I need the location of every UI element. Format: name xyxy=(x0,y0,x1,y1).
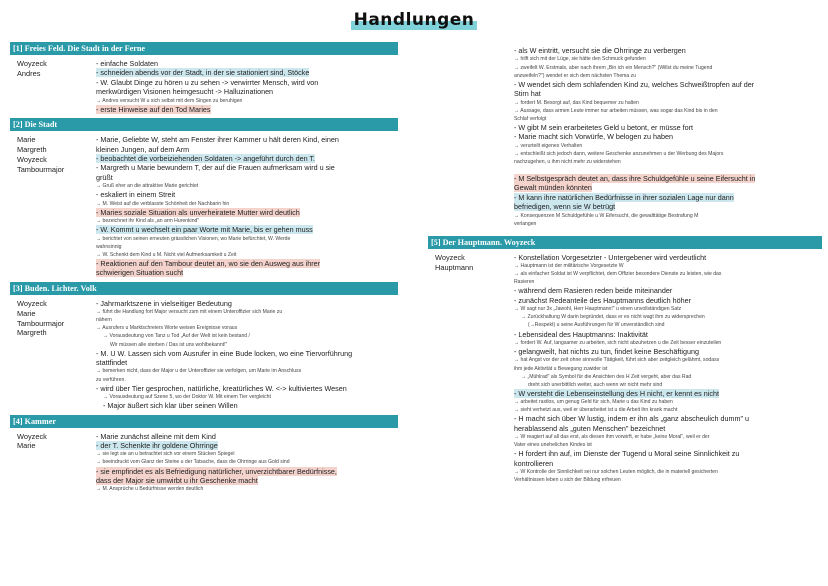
note-line xyxy=(514,166,822,174)
note-line xyxy=(96,105,398,114)
note-line: - Marie macht sich Vorwürfe, W belogen zu haben xyxy=(514,132,673,142)
note-line: - H fordert ihn auf, im Dienste der Tugend u Moral seine Sinnlichkeit zu xyxy=(514,449,740,459)
highlighted-text: schwierigen Situation sucht xyxy=(96,268,184,278)
note-line xyxy=(514,202,822,211)
notes-continuation xyxy=(514,46,822,228)
note-line xyxy=(96,476,398,485)
note-line: → hilft sich mit der Lüge, sie hätte den Schmuck gefunden xyxy=(514,56,646,63)
highlighted-text: - M kann ihre natürlichen Bedürfnisse in ihrer sozialen Lage nur dann xyxy=(514,192,734,202)
note-line: → Hauptmann ist der militärische Vorgesetzte W xyxy=(514,263,624,270)
note-line xyxy=(96,259,398,268)
highlighted-text: - Reaktionen auf den Tambour deutet an, wo sie den Ausweg aus ihrer xyxy=(96,258,321,268)
note-line: - W gibt M sein erarbeitetes Geld u betont, er müsse fort xyxy=(514,122,693,132)
character-name: Tambourmajor xyxy=(17,318,65,328)
note-line: herablassend als „guten Menschen" bezeichnet xyxy=(514,423,666,433)
page-title: Handlungen xyxy=(0,10,828,30)
note-line xyxy=(96,441,398,450)
character-name: Margreth xyxy=(17,145,47,155)
character-name: Woyzeck xyxy=(17,154,47,164)
highlighted-text: - erste Hinweise auf den Tod Maries xyxy=(96,104,211,114)
note-line xyxy=(96,225,398,234)
highlighted-text: - W versteht die Lebenseinstellung des H nicht, er kennt es nicht xyxy=(514,388,719,398)
note-line xyxy=(96,68,398,77)
note-line: → fordert W. Auf, langsamer zu arbeiten, sich nicht abzuhetzen u die Zeit besser einzuteilen xyxy=(514,339,722,346)
note-line: → „Mühlrad" als Symbol für die Ansichten des H Zeit vergeht, aber das Rad xyxy=(521,373,692,380)
left-column xyxy=(10,42,398,497)
note-line: → W. Schenkt dem Kind u M. Nicht viel Aufmerksamkeit u Zeit xyxy=(96,251,237,258)
note-line: → bezeichnet ihr Kind als „an arm Hurenkind" xyxy=(96,218,200,225)
note-line: dreht sich unerbittlich weiter, auch wenn wir nicht mehr sind xyxy=(528,381,663,388)
note-line: → Konsequenzen M Schuldgefühle u W Eifersucht, die gewalttätige Bestrafung M xyxy=(514,212,699,219)
note-line: Stirn hat xyxy=(514,89,541,99)
note-line: - während dem Rasieren reden beide miteinander xyxy=(514,286,673,296)
character-name: Margreth xyxy=(17,328,47,338)
note-line: → M. Weist auf die verblasste Schönheit der Nachbarin hin xyxy=(96,200,230,207)
section-1 xyxy=(10,42,398,114)
character-name: Woyzeck xyxy=(17,298,47,308)
character-name: Marie xyxy=(17,135,36,145)
note-line: - wird über Tier gesprochen, natürliche, kreatürliches W. <-> kultiviertes Wesen xyxy=(96,383,347,393)
character-list xyxy=(10,299,96,411)
note-line: anzweifeln?") wendet er sich dem nächsten Thema zu xyxy=(514,72,637,79)
section-header: [2] Die Stadt xyxy=(10,118,398,131)
note-line xyxy=(96,154,398,163)
note-line xyxy=(96,268,398,277)
note-line: → bemerken nicht, dass der Major u der Unteroffizier sie verfolgen, um Marie im Anschluss xyxy=(96,368,302,375)
character-name: Hauptmann xyxy=(435,262,474,272)
note-line: → Gruß eher an die attraktive Marie gerichtet xyxy=(96,183,199,190)
character-list xyxy=(10,135,96,278)
highlighted-text: befriedigen, wenn sie W betrügt xyxy=(514,202,616,212)
note-line: verlangen xyxy=(514,220,537,227)
character-list xyxy=(10,59,96,114)
note-line: zu verführen. xyxy=(96,376,126,383)
note-line xyxy=(96,467,398,476)
note-line: → hat Angst vor der zeit ohne sinnvolle Tätigkeit, führt sich aber zeitgleich gelähmt, sodass xyxy=(514,357,720,364)
note-line: → Vorausdeutung auf Szene 5, wo der Doktor W. Mit einem Tier vergleicht xyxy=(103,394,271,401)
highlighted-text: - schneiden abends vor der Stadt, in der sie stationiert sind, Stöcke xyxy=(96,68,310,78)
note-line: → M. Ansprüche u Bedürfnisse werden deutlich xyxy=(96,486,204,493)
highlighted-text: - M Selbstgespräch deutet an, dass ihre Schuldgefühle u seine Eifersucht in xyxy=(514,173,756,183)
notes-list xyxy=(96,59,398,114)
note-line: Wir müssen alle sterben / Das ist uns wohlbekannt!" xyxy=(110,341,228,348)
highlighted-text: dass der Major sie umwirbt u ihr Geschenke macht xyxy=(96,475,258,485)
character-spacer xyxy=(428,46,514,228)
highlighted-text: Gewalt münden könnten xyxy=(514,183,592,193)
note-line: - Jahrmarktszene in vielseitiger Bedeutung xyxy=(96,298,232,308)
character-name: Woyzeck xyxy=(17,59,47,68)
section-header: [3] Buden. Lichter. Volk xyxy=(10,282,398,295)
highlighted-text: - Maries soziale Situation als unverheiratete Mutter wird deutlich xyxy=(96,207,300,217)
note-line: nachzugehen, u ihm nicht mehr zu widerstehen xyxy=(514,158,621,165)
note-line xyxy=(514,193,822,202)
note-line: stattfindet xyxy=(96,358,128,368)
note-line: → berichtet von seinen erneuten grässlichen Visionen, wo Marie befürchtet, W. Werde xyxy=(96,235,291,242)
note-line: → Vorausdeutung von Tanz u Tod „Auf der Welt ist kein bestand / xyxy=(103,333,250,340)
note-line: - Major äußert sich klar über seinen Willen xyxy=(103,401,238,411)
note-line: Rasieren xyxy=(514,279,535,286)
section-header: [5] Der Hauptmann. Woyzeck xyxy=(428,236,822,249)
note-line: → Zurückhaltung W darin begründet, dass er es nicht wagt ihm zu widersprechen xyxy=(521,314,705,321)
notes-list xyxy=(96,432,398,494)
character-name: Andres xyxy=(17,68,41,78)
highlighted-text: - der T. Schenkte ihr goldene Ohrringe xyxy=(96,440,218,450)
section-2 xyxy=(10,118,398,278)
note-line: → W reagiert auf all das erst, als diesen ihm vorwirft, er habe „keine Moral", weil er der xyxy=(514,434,710,441)
note-line: → fordert M. Besorgt auf, das Kind bequemer zu halten xyxy=(514,99,639,106)
note-line: ihm jede Aktivität u Bewegung zuwider ist xyxy=(514,365,608,372)
note-line: Schlaf verfolgt xyxy=(514,115,547,122)
note-line: → Ausrufers u Marktschreiers Worte weisen Ereignisse voraus xyxy=(96,325,238,332)
note-line: - Margreth u Marie bewundern T, der auf die Frauen aufmerksam wird u sie xyxy=(96,163,335,173)
section-4 xyxy=(10,415,398,494)
note-line: - als W eintritt, versucht sie die Ohrringe zu verbergen xyxy=(514,46,686,55)
note-line: → entschleißt sich jedoch dann, weitere Geschenke anzunehmen u der Werbung des Majors xyxy=(514,150,724,157)
character-list xyxy=(10,432,96,494)
note-line: → als einfacher Soldat ist W verpflichtet, dem Offizier besondere Dienste zu leisten, wie das xyxy=(514,271,722,278)
note-line: Vater eines unehelichen Kindes ist xyxy=(514,442,592,449)
highlighted-text: - sie empfindet es als Befriedigung natürlicher, unverzichtbarer Bedürfnisse, xyxy=(96,466,337,476)
note-line: kontrollieren xyxy=(514,458,554,468)
note-line: - Marie, Geliebte W, steht am Fenster ihrer Kammer u hält deren Kind, einen xyxy=(96,135,339,145)
note-line xyxy=(514,174,822,183)
note-line: nähern xyxy=(96,317,112,324)
right-column xyxy=(428,46,822,488)
note-line: (→Respekt) u seine Ausführungen für W unverständlich sind xyxy=(528,322,665,329)
note-line: - einfache Soldaten xyxy=(96,59,158,68)
highlighted-text: - beobachtet die vorbeiziehenden Soldaten -> angeführt durch den T. xyxy=(96,153,316,163)
note-line: - gelangweilt, hat nichts zu tun, findet keine Beschäftigung xyxy=(514,347,699,357)
character-name: Marie xyxy=(17,308,36,318)
note-line xyxy=(96,208,398,217)
note-line xyxy=(514,389,822,398)
note-line: - Lebensideal des Hauptmanns: Inaktivität xyxy=(514,329,648,339)
note-line: - W. Glaubt Dinge zu hören u zu sehen -> verwirrter Mensch, wird von xyxy=(96,77,319,87)
character-list xyxy=(428,253,514,485)
note-line: - Marie zunächst alleine mit dem Kind xyxy=(96,431,216,441)
character-name: Marie xyxy=(17,441,36,451)
note-line: → arbeitet rastlos, um genug Geld für sich, Marie u das Kind zu haben xyxy=(514,399,673,406)
note-line: → beeindruckt vom Glanz der Steine u der Tatsache, dass die Ohrringe aus Gold sind xyxy=(96,459,290,466)
note-line: → Andres versucht W u sich selbst mit dem Singen zu beruhigen xyxy=(96,97,243,104)
note-line: merkwürdigen Visionen heimgesucht -> Halluzinationen xyxy=(96,87,274,97)
section-5 xyxy=(428,236,822,485)
character-name: Woyzeck xyxy=(17,431,47,441)
note-line: → führt die Handlung fort Major versucht zsm mit einem Unteroffizier sich Marie zu xyxy=(96,309,283,316)
section-header: [1] Freies Feld. Die Stadt in der Ferne xyxy=(10,42,398,55)
note-line: - zunächst Redeanteile des Hauptmanns deutlich höher xyxy=(514,295,692,305)
note-line: wahnsinnig xyxy=(96,243,122,250)
highlighted-text: - W. Kommt u wechselt ein paar Worte mit Marie, bis er gehen muss xyxy=(96,225,313,235)
note-line: → sieht verhetzt aus, weil er überarbeitet ist u die Arbeit ihn krank macht xyxy=(514,407,678,414)
notes-list xyxy=(96,299,398,411)
note-line: - M. U W. Lassen sich vom Ausrufer in eine Bude locken, wo eine Tiervorführung xyxy=(96,348,353,358)
note-line: - Konstellation Vorgesetzter - Untergebener wird verdeutlicht xyxy=(514,252,707,262)
section-3 xyxy=(10,282,398,411)
note-line: → verurteilt eigenes Verhalten xyxy=(514,142,583,149)
note-line: → zweifelt W. Erstmals, aber nach ihrem „Bin ich ein Mensch?" (Willst du meine Tugend xyxy=(514,64,713,71)
notes-list xyxy=(514,253,822,485)
note-line: → W sagt nur 3x „Jawohl, Herr Hauptmann!" u einen unvollständigen Satz xyxy=(514,306,682,313)
note-line: grüßt xyxy=(96,172,113,182)
note-line: - W wendet sich dem schlafenden Kind zu, welches Schweißtropfen auf der xyxy=(514,79,755,89)
note-line: kleinen Jungen, auf dem Arm xyxy=(96,144,190,154)
note-line: → W Kontrolle der Sinnlichkeit sei nur solchen Leuten möglich, die in materiell gesicherten xyxy=(514,469,718,476)
note-line: Verhältnissen leben u sich der Bildung erfreuen xyxy=(514,477,621,484)
section-header: [4] Kammer xyxy=(10,415,398,428)
note-line: - H macht sich über W lustig, indem er ihn als „ganz abscheulich dumm" u xyxy=(514,414,750,424)
note-line: - eskaliert in einem Streit xyxy=(96,190,176,200)
note-line: → sie legt sie an u betrachtet sich vor einem Stücken Spiegel xyxy=(96,451,235,458)
character-name: Woyzeck xyxy=(435,252,465,262)
character-name: Tambourmajor xyxy=(17,164,65,174)
note-line: → Aussage, dass armen Leute immer nur arbeiten müssen, was sogar das Kind bis in den xyxy=(514,107,718,114)
notes-list xyxy=(96,135,398,278)
note-line xyxy=(514,183,822,192)
